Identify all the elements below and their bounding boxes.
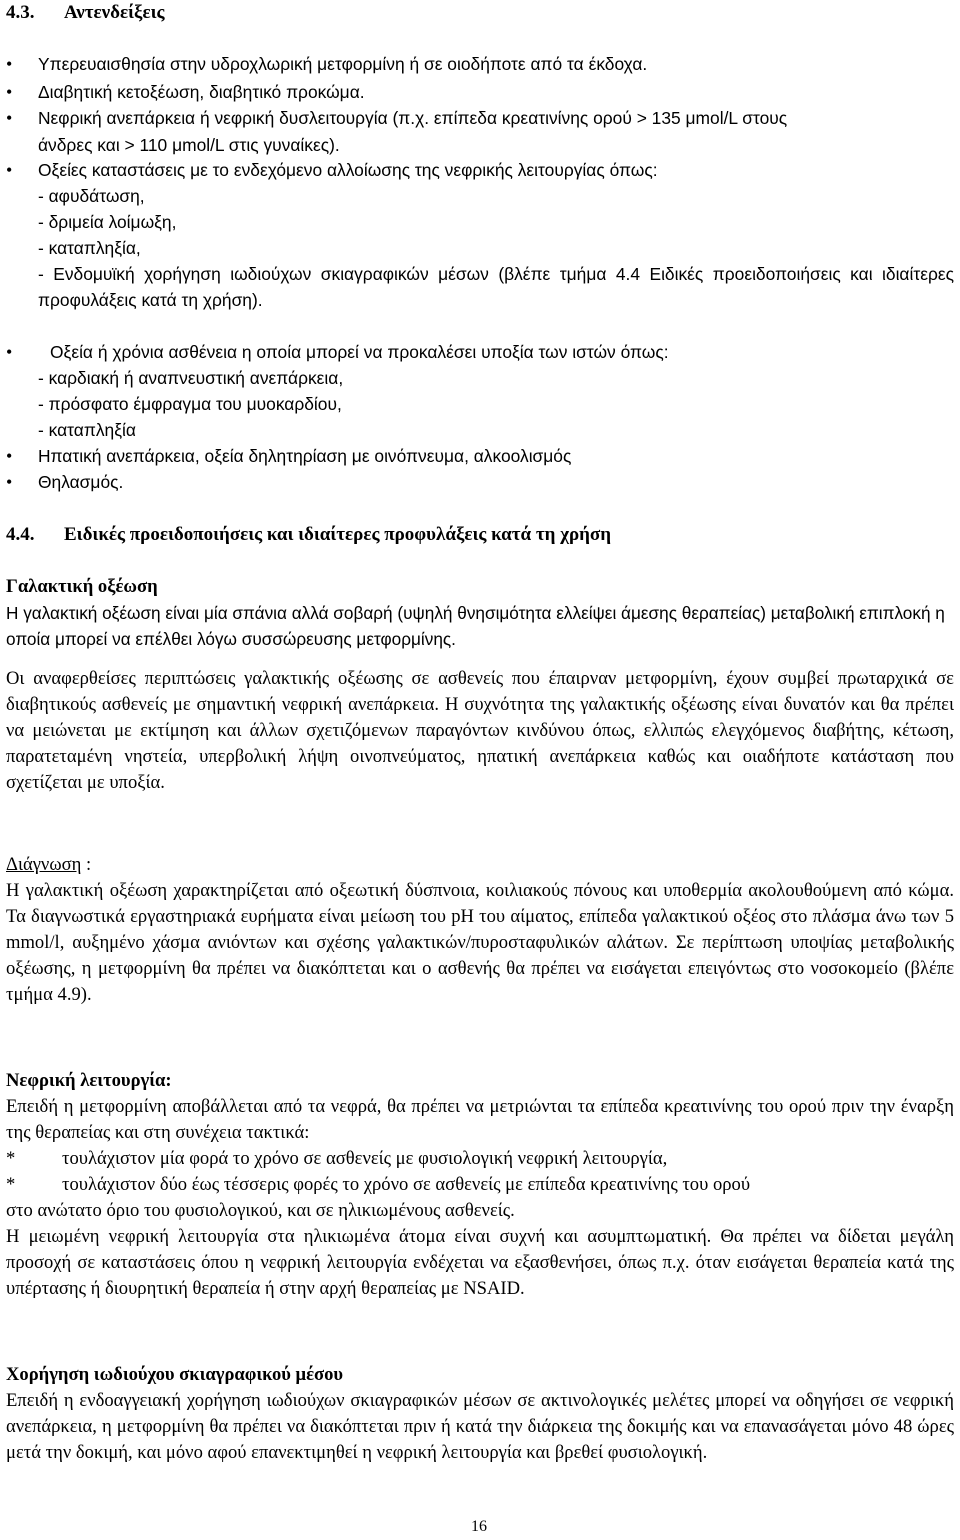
diagnosis-colon: :	[81, 854, 92, 875]
lactic-paragraph: Οι αναφερθείσες περιπτώσεις γαλακτικής οξέωσης σε ασθενείς που έπαιρναν μετφορμίνη, έχουν συμβεί πρωταρχικά σε διαβητικούς ασθενείς με σημαντική νεφρική ανεπάρκεια. Η συχνότητα της γαλακτικής οξέωσης είναι δυνατόν και θα πρέπει να μειώνεται με εκτίμηση και άλλων σχετιζόμενων παραγόντων κινδύνου όπως, ελλιπώς ελεγχόμενος διαβήτης, κέτωση, παρατεταμένη νηστεία, υπερβολική λήψη οινοπνεύματος, ηπατική ανεπάρκεια καθώς και οιαδήποτε κατάσταση που σχετίζεται με υποξία.	[6, 668, 954, 793]
diagnosis-heading-row	[6, 852, 954, 878]
renal-block	[6, 1068, 954, 1302]
diagnosis-heading: Διάγνωση	[6, 854, 82, 875]
list-item: • Θηλασμός.	[6, 469, 954, 495]
list-item: • Ηπατική ανεπάρκεια, οξεία δηλητηρίαση με οινόπνευμα, αλκοολισμός	[6, 443, 954, 469]
section-4-3-heading	[6, 0, 954, 26]
section-title: Αντενδείξεις	[64, 2, 165, 23]
diagnosis-paragraph: Η γαλακτική οξέωση χαρακτηρίζεται από οξεωτική δύσπνοια, κοιλιακούς πόνους και υποθερμία ακολουθούμενη από κώμα. Τα διαγνωστικά εργαστηριακά ευρήματα είναι μείωση του pH του αίματος, επίπεδα γαλακτικού οξέος στο πλάσμα άνω των 5 mmol/l, αυξημένο χάσμα ανιόντων και σχέσης γαλακτικών/πυροσταφυλικών αλάτων. Σε περίπτωση υποψίας μεταβολικής οξέωσης, η μετφορμίνη θα πρέπει να διακόπτεται και ο ασθενής θα πρέπει να εισάγεται επειγόντως στο νοσοκομείο (βλέπε τμήμα 4.9).	[6, 880, 954, 1005]
lactic-acidosis-block	[6, 574, 954, 796]
lactic-intro: Η γαλακτική οξέωση είναι μία σπάνια αλλά σοβαρή (υψηλή θνησιμότητα ελλείψει άμεσης θεραπείας) μεταβολική επιπλοκή η οποία μπορεί να επέλθει λόγω συσσώρευσης μετφορμίνης.	[6, 603, 945, 649]
contraindications-list	[6, 51, 954, 495]
renal-intro: Επειδή η μετφορμίνη αποβάλλεται από τα νεφρά, θα πρέπει να μετριώνται τα επίπεδα κρεατινίνης του ορού πριν την έναρξη της θεραπείας και στη συνέχεια τακτικά:	[6, 1096, 954, 1143]
renal-heading: Νεφρική λειτουργία:	[6, 1070, 172, 1091]
contrast-paragraph: Επειδή η ενδοαγγειακή χορήγηση ιωδιούχων σκιαγραφικών μέσων σε ακτινολογικές μελέτες μπορεί να οδηγήσει σε νεφρική ανεπάρκεια, η μετφορμίνη θα πρέπει να διακόπτεται πριν ή κατά την διάρκεια της δοκιμής και να επανασάγεται μόνο 48 ώρες μετά την δοκιμή, και μόνο αφού επανεκτιμηθεί η νεφρική λειτουργία και βρεθεί φυσιολογική.	[6, 1390, 954, 1463]
list-item: • Διαβητική κετοξέωση, διαβητικό προκώμα.	[6, 79, 954, 105]
contrast-block	[6, 1362, 954, 1466]
list-item: • Οξείες καταστάσεις με το ενδεχόμενο αλλοίωσης της νεφρικής λειτουργίας όπως: - αφυδάτωση, - δριμεία λοίμωξη, - καταπληξία, - Ενδομυϊκή χορήγηση ιωδιούχων σκιαγραφικών μέσων (βλέπε τμήμα 4.4 Ειδικές προειδοποιήσεις και ιδιαίτερες προφυλάξεις κατά τη χρήση).	[6, 157, 954, 339]
renal-star-item: * τουλάχιστον μία φορά το χρόνο σε ασθενείς με φυσιολογική νεφρική λειτουργία,	[6, 1148, 668, 1169]
section-4-4-heading	[6, 522, 954, 548]
renal-star-item: * τουλάχιστον δύο έως τέσσερις φορές το χρόνο σε ασθενείς με επίπεδα κρεατινίνης του ορού	[6, 1174, 751, 1195]
list-item: • Υπερευαισθησία στην υδροχλωρική μετφορμίνη ή σε οιοδήποτε από τα έκδοχα.	[6, 51, 954, 79]
section-number: 4.3.	[6, 2, 35, 23]
renal-paragraph: Η μειωμένη νεφρική λειτουργία στα ηλικιωμένα άτομα είναι συχνή και ασυμπτωματική. Θα πρέπει να δίδεται μεγάλη προσοχή σε καταστάσεις όπου η νεφρική λειτουργία ενδέχεται να εξασθενήσει, όπως π.χ. όταν εισάγεται θεραπεία κατά της υπέρτασης ή διουρητική θεραπεία ή στην αρχή θεραπείας με NSAID.	[6, 1226, 954, 1299]
section-title: Ειδικές προειδοποιήσεις και ιδιαίτερες προφυλάξεις κατά τη χρήση	[64, 524, 612, 545]
section-number: 4.4.	[6, 524, 35, 545]
lactic-heading: Γαλακτική οξέωση	[6, 576, 158, 597]
list-item: • Νεφρική ανεπάρκεια ή νεφρική δυσλειτουργία (π.χ. επίπεδα κρεατινίνης ορού > 135 μmol/L στους άνδρες και > 110 μmol/L στις γυναίκες).	[6, 105, 798, 157]
diagnosis-block	[6, 852, 954, 1008]
renal-star-continuation: στο ανώτατο όριο του φυσιολογικού, και σε ηλικιωμένους ασθενείς.	[6, 1200, 515, 1221]
list-item: • Οξεία ή χρόνια ασθένεια η οποία μπορεί να προκαλέσει υποξία των ιστών όπως: - καρδιακή ή αναπνευστική ανεπάρκεια, - πρόσφατο έμφραγμα του μυοκαρδίου, - καταπληξία	[6, 339, 954, 443]
contrast-heading: Χορήγηση ιωδιούχου σκιαγραφικού μέσου	[6, 1364, 344, 1385]
page-number: 16	[471, 1518, 487, 1535]
